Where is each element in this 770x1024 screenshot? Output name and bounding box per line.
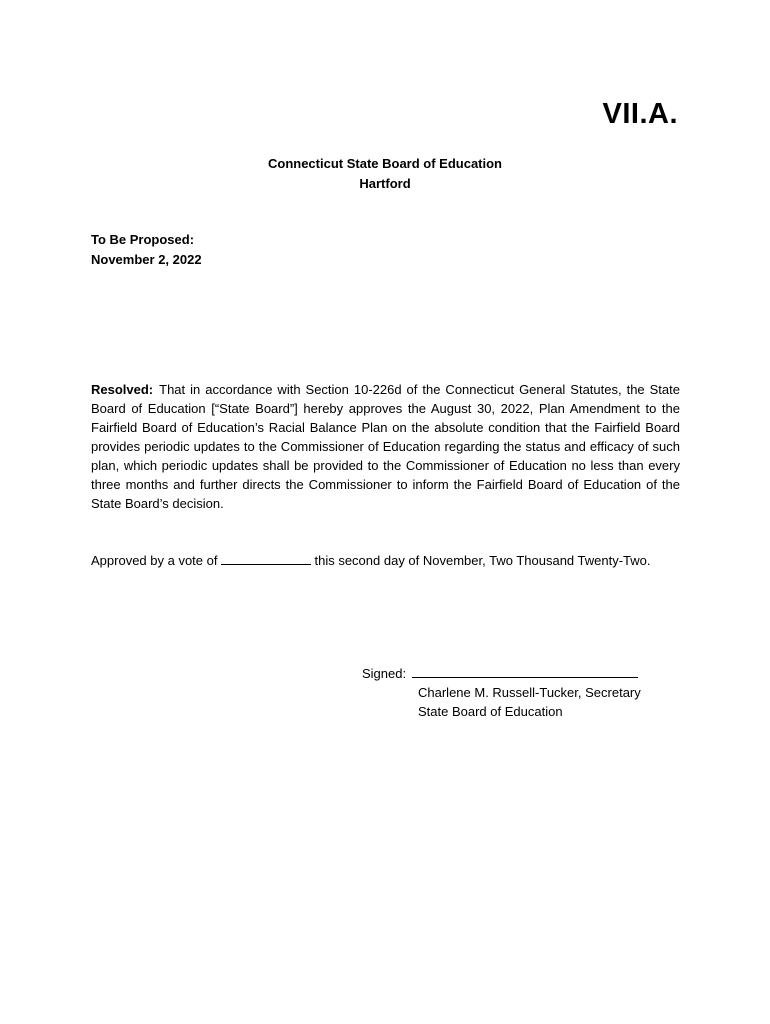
resolution-paragraph (91, 380, 680, 513)
resolution-lead: Resolved: (91, 382, 154, 397)
resolution-text: That in accordance with Section 10-226d of the Connecticut General Statutes, the State Board of Education [“State Board”] hereby approves the August 30, 2022, Plan Amendment to the Fairfield Board of Education’s Racial Balance Plan on the absolute condition that the Fairfield Board provides periodic updates to the Commissioner of Education regarding the status and efficacy of such plan, which periodic updates shall be provided to the Commissioner of Education no less than every three months and further directs the Commissioner to inform the Fairfield Board of Education of the State Board’s decision. (91, 382, 680, 511)
approval-prefix: Approved by a vote of (91, 553, 218, 568)
proposal-label: To Be Proposed: (91, 232, 195, 247)
signature-block (362, 664, 641, 721)
proposal-block (91, 230, 202, 270)
organization-name: Connecticut State Board of Education (267, 156, 502, 171)
vote-blank-line (221, 552, 311, 565)
document-header (0, 154, 770, 194)
signature-row (362, 664, 641, 683)
signatory-name: Charlene M. Russell-Tucker, Secretary (418, 685, 641, 700)
city-name: Hartford (359, 176, 411, 191)
signature-line (412, 665, 638, 678)
signatory-organization: State Board of Education (418, 704, 563, 719)
approval-suffix: this second day of November, Two Thousand Twenty-Two. (314, 553, 651, 568)
proposal-date: November 2, 2022 (91, 252, 202, 267)
signed-label: Signed: (362, 666, 407, 681)
agenda-item-number: VII.A. (602, 98, 678, 130)
approval-statement (91, 551, 691, 570)
